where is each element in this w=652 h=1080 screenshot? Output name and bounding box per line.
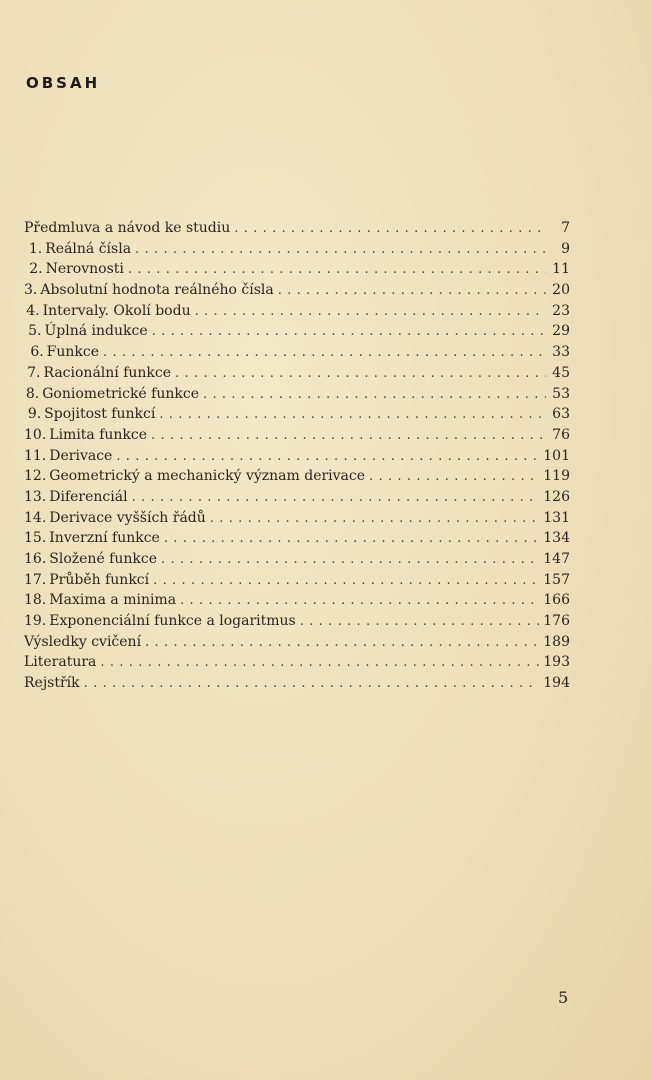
toc-entry-number: 8. bbox=[25, 385, 40, 402]
toc-entry-number: 3. bbox=[24, 282, 38, 299]
toc-entry bbox=[24, 549, 570, 570]
dot-leader bbox=[161, 550, 539, 571]
toc-entry-page: 166 bbox=[543, 592, 570, 609]
toc-entry-number: 16. bbox=[24, 551, 47, 567]
toc-entry-title: Maxima a minima bbox=[49, 592, 177, 609]
dot-leader bbox=[100, 653, 539, 674]
dot-leader bbox=[175, 364, 546, 385]
toc-entry-number: 1. bbox=[28, 240, 43, 257]
toc-entry bbox=[24, 280, 570, 301]
toc-entry bbox=[24, 652, 570, 673]
toc-entry-title: Absolutní hodnota reálného čísla bbox=[40, 282, 274, 299]
toc-entry-number: 4. bbox=[26, 302, 40, 319]
toc-entry bbox=[24, 446, 570, 467]
dot-leader bbox=[164, 529, 539, 550]
toc-entry-number: 12. bbox=[24, 468, 47, 485]
toc-entry-page: 63 bbox=[552, 406, 570, 423]
toc-entry-page: 126 bbox=[543, 488, 570, 505]
dot-leader bbox=[128, 260, 546, 281]
toc-entry-page: 23 bbox=[552, 302, 570, 319]
toc-entry-page: 7 bbox=[561, 220, 570, 236]
toc-entry bbox=[24, 239, 570, 260]
toc-entry bbox=[24, 632, 570, 653]
toc-entry-title: Výsledky cvičení bbox=[24, 633, 142, 650]
dot-leader bbox=[210, 509, 539, 530]
toc-entry bbox=[24, 508, 570, 529]
dot-leader bbox=[103, 343, 546, 364]
toc-entry-number: 14. bbox=[24, 509, 47, 526]
toc-entry-title: Intervaly. Okolí bodu bbox=[42, 302, 191, 319]
toc-entry-title: Geometrický a mechanický význam derivace bbox=[49, 468, 366, 485]
toc-entry-page: 33 bbox=[552, 344, 570, 361]
toc-entry-number: 17. bbox=[24, 571, 47, 588]
toc-entry-number: 5. bbox=[28, 323, 42, 340]
toc-entry-page: 189 bbox=[543, 633, 570, 650]
toc-entry-page: 176 bbox=[543, 613, 570, 630]
toc-entry-page: 9 bbox=[561, 240, 570, 257]
toc-entry-title: Spojitost funkcí bbox=[44, 406, 156, 423]
toc-entry bbox=[24, 321, 570, 342]
toc-entry-number: 10. bbox=[24, 426, 47, 443]
toc-entry-number: 6. bbox=[30, 344, 44, 361]
toc-entry-title: Goniometrické funkce bbox=[42, 385, 199, 402]
toc-entry-page: 29 bbox=[552, 323, 570, 340]
dot-leader bbox=[203, 385, 546, 406]
toc-entry-title: Exponenciální funkce a logaritmus bbox=[49, 613, 296, 630]
toc-entry-page: 101 bbox=[543, 447, 570, 464]
dot-leader bbox=[84, 674, 540, 695]
toc-entry bbox=[24, 487, 570, 508]
toc-entry-page: 119 bbox=[543, 468, 570, 485]
page-number: 5 bbox=[558, 988, 569, 1007]
toc-entry bbox=[24, 425, 570, 446]
toc-entry-title: Limita funkce bbox=[49, 426, 148, 443]
dot-leader bbox=[151, 426, 546, 447]
toc-entry bbox=[24, 528, 570, 549]
toc-entry-title: Inverzní funkce bbox=[49, 530, 160, 547]
toc-entry bbox=[24, 570, 570, 591]
toc-entry-page: 45 bbox=[552, 364, 570, 381]
toc-entry-number: 7. bbox=[27, 364, 41, 381]
toc-entry-number: 18. bbox=[24, 592, 47, 609]
toc-entry-title: Derivace bbox=[49, 447, 113, 464]
toc-entry-title: Složené funkce bbox=[49, 551, 157, 567]
page-heading: OBSAH bbox=[26, 74, 101, 92]
toc-entry bbox=[24, 363, 570, 384]
toc-entry bbox=[24, 673, 570, 694]
dot-leader bbox=[159, 405, 546, 426]
toc-entry bbox=[24, 384, 570, 405]
toc-entry bbox=[24, 590, 570, 611]
dot-leader bbox=[145, 633, 539, 654]
toc-entry-page: 131 bbox=[543, 509, 570, 526]
toc-entry-title: Racionální funkce bbox=[43, 364, 172, 381]
toc-entry bbox=[24, 342, 570, 363]
toc-entry-number: 11. bbox=[24, 447, 47, 464]
dot-leader bbox=[234, 219, 546, 240]
toc-entry-page: 194 bbox=[543, 675, 570, 692]
toc-entry-page: 76 bbox=[552, 426, 570, 443]
toc-entry-title: Rejstřík bbox=[24, 675, 80, 692]
dot-leader bbox=[152, 322, 546, 343]
toc-entry bbox=[24, 259, 570, 280]
toc-entry-title: Diferenciál bbox=[49, 488, 128, 505]
toc-entry-title: Literatura bbox=[24, 654, 97, 671]
toc-entry bbox=[24, 404, 570, 425]
dot-leader bbox=[369, 467, 539, 488]
toc-entry-title: Předmluva a návod ke studiu bbox=[24, 220, 231, 236]
toc-entry-title: Úplná indukce bbox=[44, 323, 148, 340]
toc-entry-number: 2. bbox=[29, 261, 43, 278]
toc-entry-number: 15. bbox=[24, 530, 47, 547]
toc-entry-title: Derivace vyšších řádů bbox=[49, 509, 206, 526]
table-of-contents bbox=[24, 218, 570, 694]
dot-leader bbox=[180, 591, 539, 612]
toc-entry-page: 157 bbox=[543, 571, 570, 588]
toc-entry-title: Nerovnosti bbox=[45, 261, 124, 278]
toc-entry-page: 193 bbox=[543, 654, 570, 671]
toc-entry-page: 147 bbox=[543, 551, 570, 567]
toc-entry-page: 53 bbox=[552, 385, 570, 402]
toc-entry bbox=[24, 611, 570, 632]
dot-leader bbox=[300, 612, 540, 633]
toc-entry bbox=[24, 301, 570, 322]
dot-leader bbox=[278, 281, 546, 302]
toc-entry-number: 13. bbox=[24, 488, 47, 505]
toc-entry-number: 9. bbox=[27, 406, 42, 423]
toc-entry bbox=[24, 218, 570, 239]
dot-leader bbox=[195, 302, 546, 323]
dot-leader bbox=[132, 488, 540, 509]
toc-entry-page: 134 bbox=[543, 530, 570, 547]
toc-entry-page: 11 bbox=[552, 261, 570, 278]
dot-leader bbox=[135, 240, 546, 261]
toc-entry bbox=[24, 466, 570, 487]
toc-entry-number: 19. bbox=[24, 613, 47, 630]
toc-entry-page: 20 bbox=[552, 282, 570, 299]
dot-leader bbox=[153, 571, 539, 592]
toc-entry-title: Funkce bbox=[46, 344, 100, 361]
dot-leader bbox=[116, 447, 539, 468]
toc-entry-title: Průběh funkcí bbox=[49, 571, 150, 588]
toc-entry-title: Reálná čísla bbox=[45, 240, 132, 257]
